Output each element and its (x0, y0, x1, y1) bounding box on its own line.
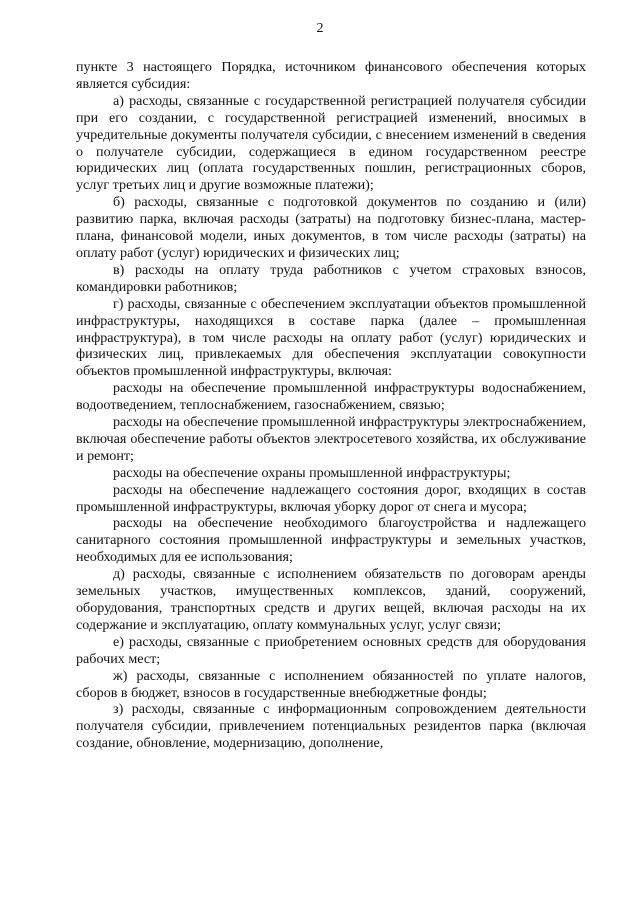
paragraph-sub-electricity: расходы на обеспечение промышленной инфраструктуры электроснабжением, включая обеспечение работы объектов электросетевого хозяйства, их обслуживание и ремонт; (76, 414, 586, 464)
paragraph-item-v: в) расходы на оплату труда работников с учетом страховых взносов, командировки работников; (76, 261, 586, 295)
paragraph-sub-water: расходы на обеспечение промышленной инфраструктуры водоснабжением, водоотведением, теплоснабжением, газоснабжением, связью; (76, 380, 586, 414)
paragraph-item-d: д) расходы, связанные с исполнением обязательств по договорам аренды земельных участков, имущественных комплексов, зданий, сооружений, оборудования, транспортных средств и других вещей, включая расходы на их содержание и эксплуатацию, оплату коммунальных услуг, услуг связи; (76, 566, 586, 633)
paragraph-sub-roads: расходы на обеспечение надлежащего состояния дорог, входящих в состав промышленной инфраструктуры, включая уборку дорог от снега и мусора; (76, 481, 586, 515)
paragraph-item-e: е) расходы, связанные с приобретением основных средств для оборудования рабочих мест; (76, 633, 586, 667)
paragraph-sub-security: расходы на обеспечение охраны промышленной инфраструктуры; (113, 464, 511, 481)
page-number: 2 (316, 21, 324, 36)
paragraph-item-z: з) расходы, связанные с информационным сопровождением деятельности получателя субсидии, привлечением потенциальных резидентов парка (включая создание, обновление, модернизацию, дополнение, (76, 701, 586, 752)
paragraph-item-zh: ж) расходы, связанные с исполнением обязанностей по уплате налогов, сборов в бюджет, взносов в государственные внебюджетные фонды; (76, 667, 586, 701)
paragraph-item-a: а) расходы, связанные с государственной регистрацией получателя субсидии при его создании, с государственной регистрацией изменений, вносимых в учредительные документы получателя субсидии, с внесением изменений в сведения о получателе субсидии, содержащиеся в едином государственном реестре юридических лиц (оплата государственных пошлин, регистрационных сборов, услуг третьих лиц и другие возможные платежи); (76, 92, 586, 194)
paragraph-sub-landscaping: расходы на обеспечение необходимого благоустройства и надлежащего санитарного состояния промышленной инфраструктуры и земельных участков, необходимых для ее использования; (76, 515, 586, 566)
paragraph-item-g: г) расходы, связанные с обеспечением эксплуатации объектов промышленной инфраструктуры, находящихся в составе парка (далее – промышленная инфраструктура), в том числе расходы на оплату работ (услуг) юридических и физических лиц, привлекаемых для обеспечения эксплуатации совокупности объектов промышленной инфраструктуры, включая: (76, 295, 586, 380)
paragraph-continuation: пункте 3 настоящего Порядка, источником финансового обеспечения которых является субсидия: (76, 59, 586, 92)
paragraph-item-b: б) расходы, связанные с подготовкой документов по созданию и (или) развитию парка, включая расходы (затраты) на подготовку бизнес-плана, мастер-плана, финансовой модели, иных документов, в том числе расходы (затраты) на оплату работ (услуг) юридических и физических лиц; (76, 194, 586, 261)
document-body (76, 59, 586, 752)
